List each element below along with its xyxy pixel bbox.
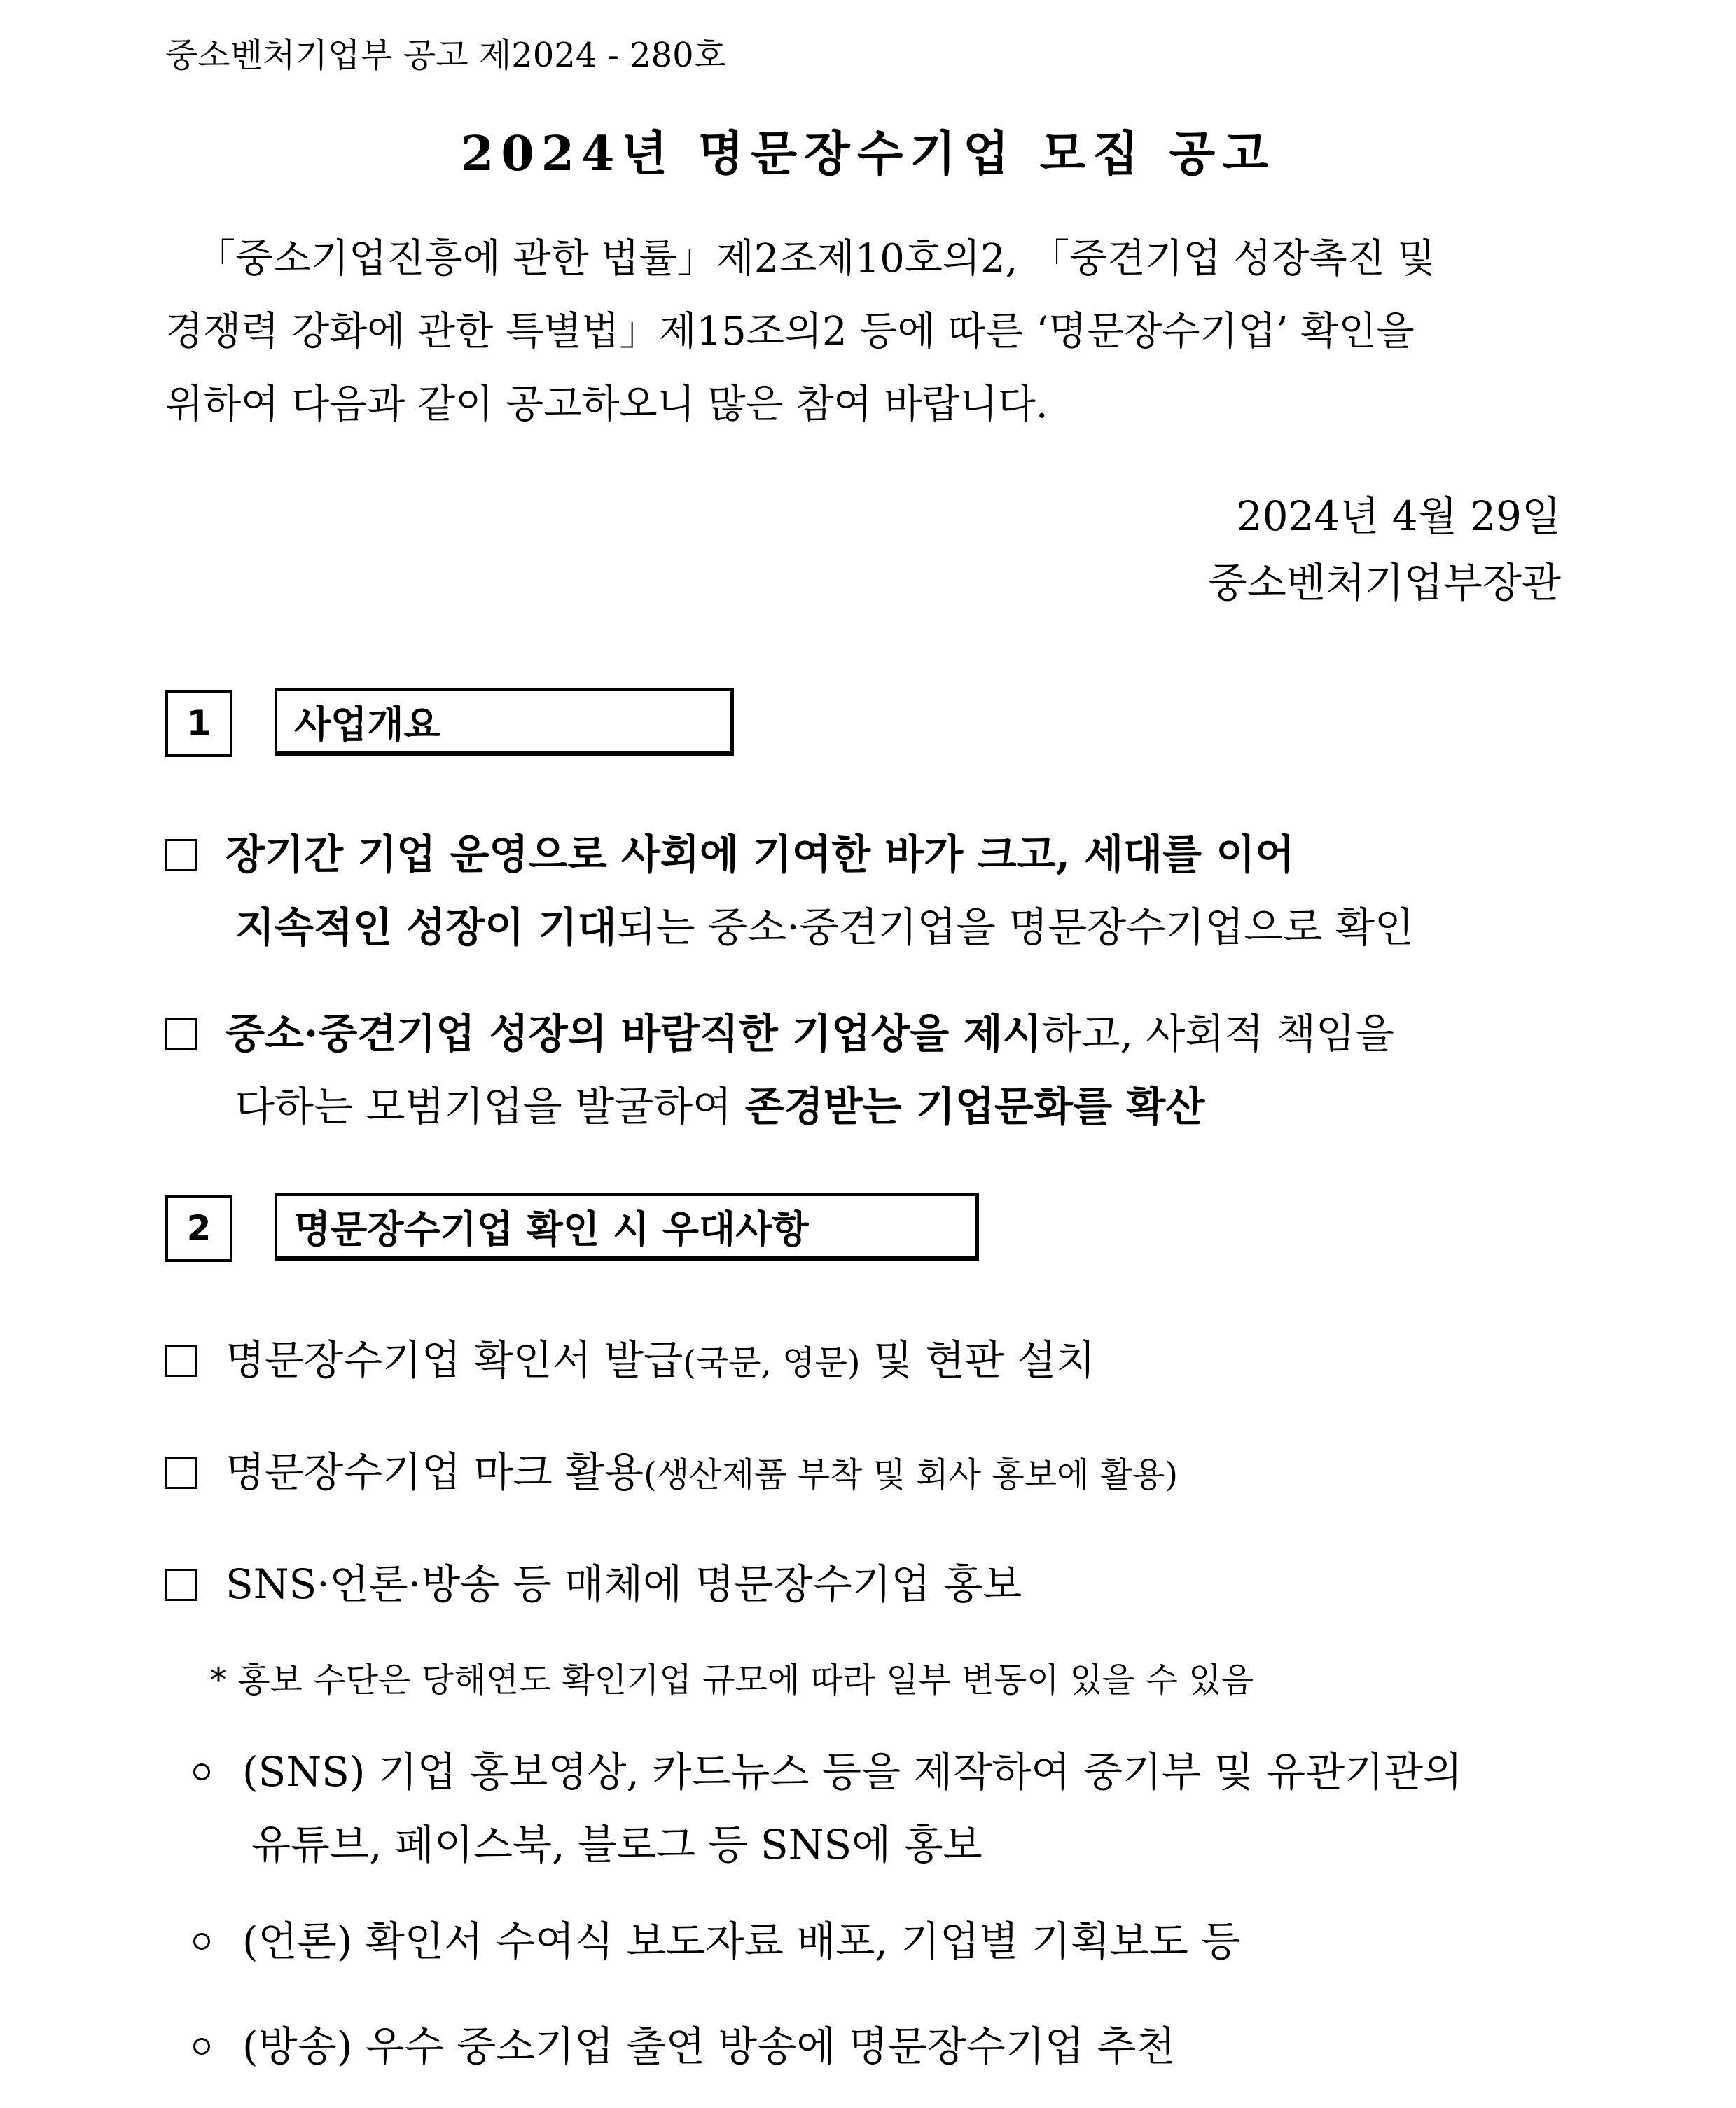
circle-bullet-icon — [193, 1763, 210, 1780]
sub-item-sns — [193, 1735, 1462, 1881]
intro-line-2: 경쟁력 강화에 관한 특별법」제15조의2 등에 따른 ‘명문장수기업’ 확인을 — [165, 309, 1415, 354]
section-2-item-2 — [165, 1436, 1178, 1511]
section-2-item-1 — [165, 1324, 1095, 1399]
intro-paragraph — [165, 223, 1566, 441]
checkbox-square-icon — [165, 1569, 197, 1601]
notice-number: 중소벤처기업부 공고 제2024 - 280호 — [165, 36, 727, 75]
item-text: 다하는 모범기업을 발굴하여 — [235, 1083, 745, 1130]
sub-item-text: (SNS) 기업 홍보영상, 카드뉴스 등을 제작하여 중기부 및 유관기관의 — [242, 1748, 1463, 1796]
item-text: 명문장수기업 확인서 발급 — [225, 1336, 683, 1384]
item-text-bold: 중소·중견기업 성장의 바람직한 기업상을 제시 — [225, 1010, 1042, 1058]
section-2-title: 명문장수기업 확인 시 우대사항 — [275, 1193, 979, 1261]
item-text-bold: 존경받는 기업문화를 확산 — [744, 1083, 1205, 1130]
sub-item-text: (방송) 우수 중소기업 출연 방송에 명문장수기업 추천 — [242, 2023, 1176, 2070]
section-1-item-1 — [165, 818, 1414, 964]
notice-date: 2024년 4월 29일 — [1236, 492, 1561, 540]
issuer: 중소벤처기업부장관 — [1207, 559, 1561, 606]
item-text: 명문장수기업 마크 활용 — [225, 1448, 644, 1496]
sub-item-text: (언론) 확인서 수여식 보도자료 배포, 기업별 기획보도 등 — [242, 1918, 1241, 1965]
section-1-number: 1 — [165, 690, 232, 757]
checkbox-square-icon — [165, 1018, 197, 1050]
footnote: * 홍보 수단은 당해연도 확인기업 규모에 따라 일부 변동이 있을 수 있음 — [210, 1660, 1254, 1700]
sub-item-text: 유튜브, 페이스북, 블로그 등 SNS에 홍보 — [251, 1821, 982, 1868]
item-text: 하고, 사회적 책임을 — [1041, 1010, 1395, 1058]
checkbox-square-icon — [165, 1457, 197, 1489]
item-text: 및 현판 설치 — [860, 1336, 1096, 1384]
item-text: 되는 중소·중견기업을 명문장수기업으로 확인 — [616, 903, 1414, 951]
section-2-item-3 — [165, 1548, 1022, 1621]
checkbox-square-icon — [165, 1345, 197, 1377]
section-2-number: 2 — [165, 1195, 232, 1262]
item-text: SNS·언론·방송 등 매체에 명문장수기업 홍보 — [225, 1560, 1022, 1608]
page-title: 2024년 명문장수기업 모집 공고 — [461, 126, 1275, 182]
sub-item-press — [193, 1905, 1240, 1978]
item-text-bold: 지속적인 성장이 기대 — [235, 903, 617, 951]
intro-line-3: 위하여 다음과 같이 공고하오니 많은 참여 바랍니다. — [165, 382, 1048, 427]
circle-bullet-icon — [193, 2038, 210, 2055]
checkbox-square-icon — [165, 839, 197, 871]
item-text-small: (국문, 영문) — [683, 1343, 861, 1382]
section-1-title: 사업개요 — [275, 688, 734, 756]
circle-bullet-icon — [193, 1933, 210, 1950]
item-text: 장기간 기업 운영으로 사회에 기여한 바가 크고, 세대를 이어 — [225, 831, 1295, 878]
item-text-small: (생산제품 부착 및 회사 홍보에 활용) — [644, 1455, 1179, 1495]
section-1-item-2 — [165, 997, 1394, 1143]
sub-item-broadcast — [193, 2010, 1175, 2083]
intro-line-1: 「중소기업진흥에 관한 법률」제2조제10호의2, 「중견기업 성장촉진 및 — [196, 236, 1436, 282]
